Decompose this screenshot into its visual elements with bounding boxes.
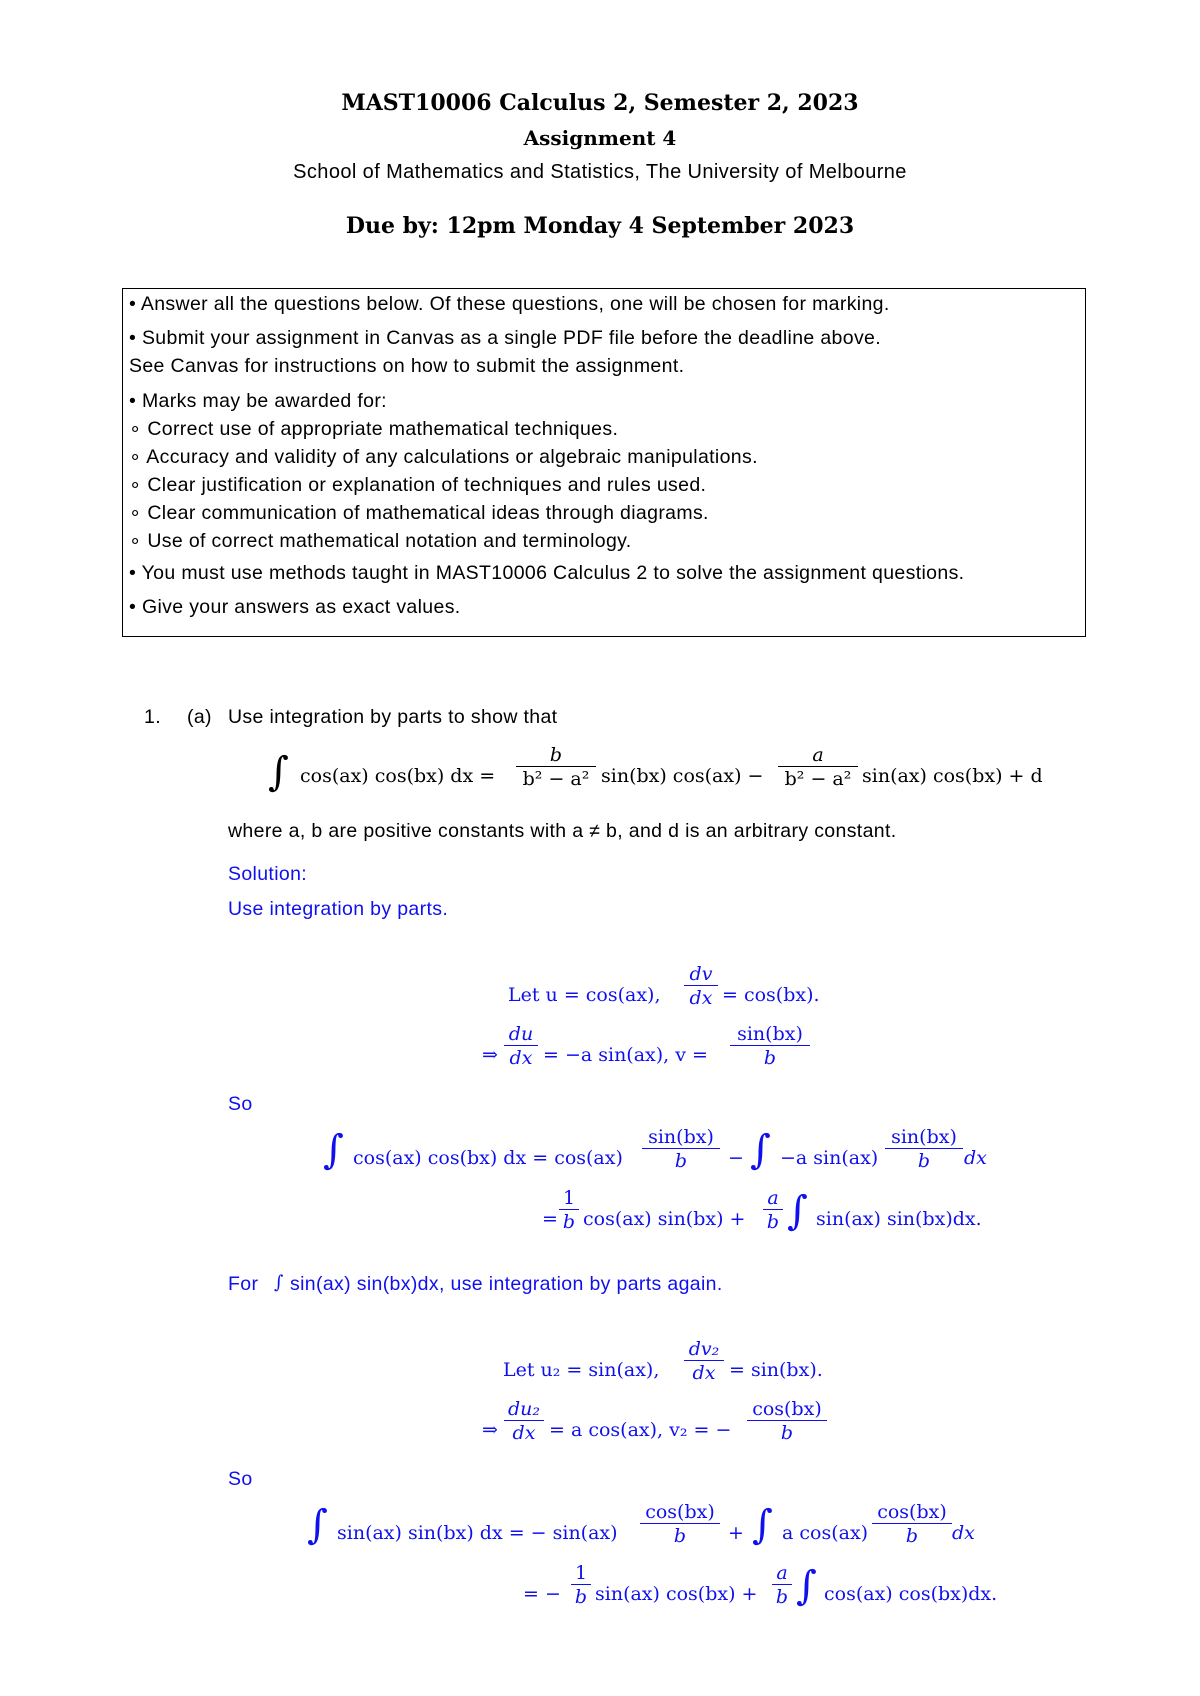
equals-minus: = − [523, 1583, 561, 1605]
let-line-1: Let u = cos(ax), [508, 984, 661, 1006]
ibp2-line-2-end: cos(ax) cos(bx)dx. [824, 1583, 998, 1605]
instructions-box [122, 288, 1086, 637]
integral-sign: ∫ [752, 1502, 773, 1548]
integral-sign: ∫ [787, 1188, 808, 1234]
school-name: School of Mathematics and Statistics, The University of Melbourne [293, 161, 907, 183]
instruction-subitem: ∘ Correct use of appropriate mathematical techniques. [129, 418, 619, 440]
derivative-fraction: $\frac{dv}{dx}$ [684, 963, 718, 1010]
integral-sign: ∫ [274, 1272, 284, 1293]
implies-line-2: = a cos(ax), v₂ = − [549, 1419, 732, 1441]
integral-sign: ∫ [268, 749, 289, 795]
let-line-1-rhs: = cos(bx). [722, 984, 820, 1006]
ibp-fraction: $\frac{\cos(bx)}{b}$ [872, 1501, 952, 1548]
integral-sign: ∫ [750, 1127, 771, 1173]
one-over-b: $\frac{1}{b}$ [559, 1187, 579, 1234]
ibp-fraction: $\frac{\sin(bx)}{b}$ [642, 1126, 720, 1173]
ibp2-integrand: a cos(ax) [782, 1522, 869, 1544]
course-title: MAST10006 Calculus 2, Semester 2, 2023 [341, 90, 859, 116]
derivative-fraction: $\frac{\text{du₂}}{dx}$ [504, 1398, 544, 1445]
ibp-fraction: $\frac{\cos(bx)}{b}$ [640, 1501, 720, 1548]
question-prompt: Use integration by parts to show that [228, 706, 558, 728]
a-over-b: $\frac{a}{b}$ [772, 1562, 792, 1609]
ibp2-line-1: sin(ax) sin(bx) dx = − sin(ax) [337, 1522, 618, 1544]
ibp-fraction: $\frac{\sin(bx)}{b}$ [885, 1126, 963, 1173]
instruction-item: • Marks may be awarded for: [129, 390, 387, 412]
instruction-item: • Give your answers as exact values. [129, 596, 461, 618]
ibp1-line-2: cos(ax) sin(bx) + [583, 1208, 746, 1230]
ibp1-line-1: cos(ax) cos(bx) dx = cos(ax) [353, 1147, 623, 1169]
integral-sign: ∫ [307, 1502, 328, 1548]
instruction-item: See Canvas for instructions on how to submit the assignment. [129, 355, 685, 377]
question-part: (a) [187, 706, 212, 728]
equation-end: sin(ax) cos(bx) + d [862, 765, 1043, 787]
instruction-item: • Answer all the questions below. Of these questions, one will be chosen for marking. [129, 293, 890, 315]
integral-sign: ∫ [796, 1563, 817, 1609]
ibp2-line-2: sin(ax) cos(bx) + [595, 1583, 758, 1605]
differential: dx [964, 1147, 987, 1169]
one-over-b: $\frac{1}{b}$ [571, 1562, 591, 1609]
implies-line-1: = −a sin(ax), v = [543, 1044, 708, 1066]
solution-intro: Use integration by parts. [228, 898, 449, 920]
question-number: 1. [144, 706, 161, 728]
implies-arrow: ⇒ [482, 1419, 498, 1441]
minus-sign: − [728, 1147, 744, 1169]
differential: dx [952, 1522, 975, 1544]
equation-middle: sin(bx) cos(ax) − [601, 765, 764, 787]
assignment-title: Assignment 4 [523, 126, 677, 150]
for-label: For [228, 1273, 259, 1295]
v2-fraction: $\frac{\cos(bx)}{b}$ [747, 1398, 827, 1445]
instruction-subitem: ∘ Accuracy and validity of any calculations or algebraic manipulations. [129, 446, 758, 468]
plus-sign: + [728, 1522, 744, 1544]
solution-label: Solution: [228, 863, 308, 885]
let-line-2: Let u₂ = sin(ax), [503, 1359, 660, 1381]
question-condition: where a, b are positive constants with a ≠ b, and d is an arbitrary constant. [228, 820, 897, 842]
equation-fraction: $\frac{a}{\text{b² − a²}}$ [778, 744, 858, 791]
instruction-item: • You must use methods taught in MAST10006 Calculus 2 to solve the assignment questions. [129, 562, 965, 584]
ibp1-integrand: −a sin(ax) [780, 1147, 879, 1169]
equation-fraction: $\frac{b}{\text{b² − a²}}$ [516, 744, 596, 791]
ibp1-line-2-end: sin(ax) sin(bx)dx. [816, 1208, 982, 1230]
for-text: sin(ax) sin(bx)dx, use integration by parts again. [290, 1273, 723, 1295]
equation-lhs: cos(ax) cos(bx) dx = [300, 765, 496, 787]
a-over-b: $\frac{a}{b}$ [763, 1187, 783, 1234]
derivative-fraction: $\frac{\text{dv₂}}{dx}$ [684, 1338, 724, 1385]
v-fraction: $\frac{\sin(bx)}{b}$ [730, 1023, 810, 1070]
instruction-subitem: ∘ Clear justification or explanation of techniques and rules used. [129, 474, 707, 496]
instruction-subitem: ∘ Use of correct mathematical notation and terminology. [129, 530, 632, 552]
let-line-2-rhs: = sin(bx). [729, 1359, 823, 1381]
integral-sign: ∫ [323, 1127, 344, 1173]
so-label: So [228, 1093, 253, 1115]
derivative-fraction: $\frac{du}{dx}$ [504, 1023, 538, 1070]
instruction-item: • Submit your assignment in Canvas as a single PDF file before the deadline above. [129, 327, 882, 349]
so-label: So [228, 1468, 253, 1490]
implies-arrow: ⇒ [482, 1044, 498, 1066]
due-date: Due by: 12pm Monday 4 September 2023 [345, 213, 855, 239]
equals-sign: = [542, 1208, 558, 1230]
instruction-subitem: ∘ Clear communication of mathematical ideas through diagrams. [129, 502, 709, 524]
